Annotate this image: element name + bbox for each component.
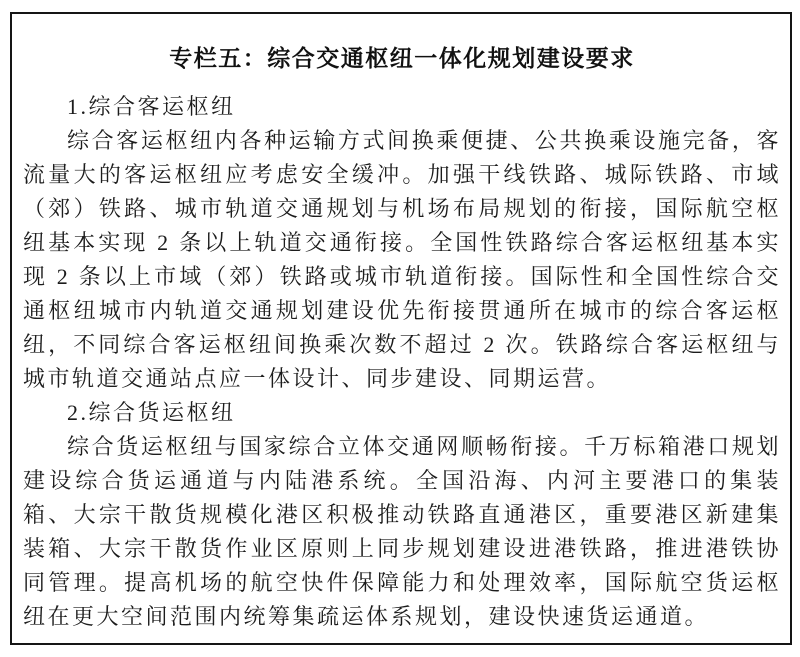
section-2-body: 综合货运枢纽与国家综合立体交通网顺畅衔接。千万标箱港口规划建设综合货运通道与内陆港系统。全国沿海、内河主要港口的集装箱、大宗干散货规模化港区积极推动铁路直通港区，重要港区新建集装箱、大宗干散货作业区原则上同步规划建设进港铁路，推进港铁协同管理。提高机场的航空快件保障能力和处理效率，国际航空货运枢纽在更大空间范围内统筹集疏运体系规划，建设快速货运通道。: [23, 434, 781, 629]
box-content: [23, 90, 781, 634]
box-title: 专栏五：综合交通枢纽一体化规划建设要求: [169, 45, 635, 71]
section-1-body: 综合客运枢纽内各种运输方式间换乘便捷、公共换乘设施完备，客流量大的客运枢纽应考虑安全缓冲。加强干线铁路、城际铁路、市域（郊）铁路、城市轨道交通规划与机场布局规划的衔接，国际航空枢纽基本实现 2 条以上轨道交通衔接。全国性铁路综合客运枢纽基本实现 2 条以上市域（郊）铁路或城市轨道衔接。国际性和全国性综合交通枢纽城市内轨道交通规划建设优先衔接贯通所在城市的综合客运枢纽，不同综合客运枢纽间换乘次数不超过 2 次。铁路综合客运枢纽与城市轨道交通站点应一体设计、同步建设、同期运营。: [23, 128, 781, 391]
section-1-heading: 1.综合客运枢纽: [67, 94, 236, 119]
section-2-heading: 2.综合货运枢纽: [67, 400, 236, 425]
callout-box: [10, 12, 792, 645]
